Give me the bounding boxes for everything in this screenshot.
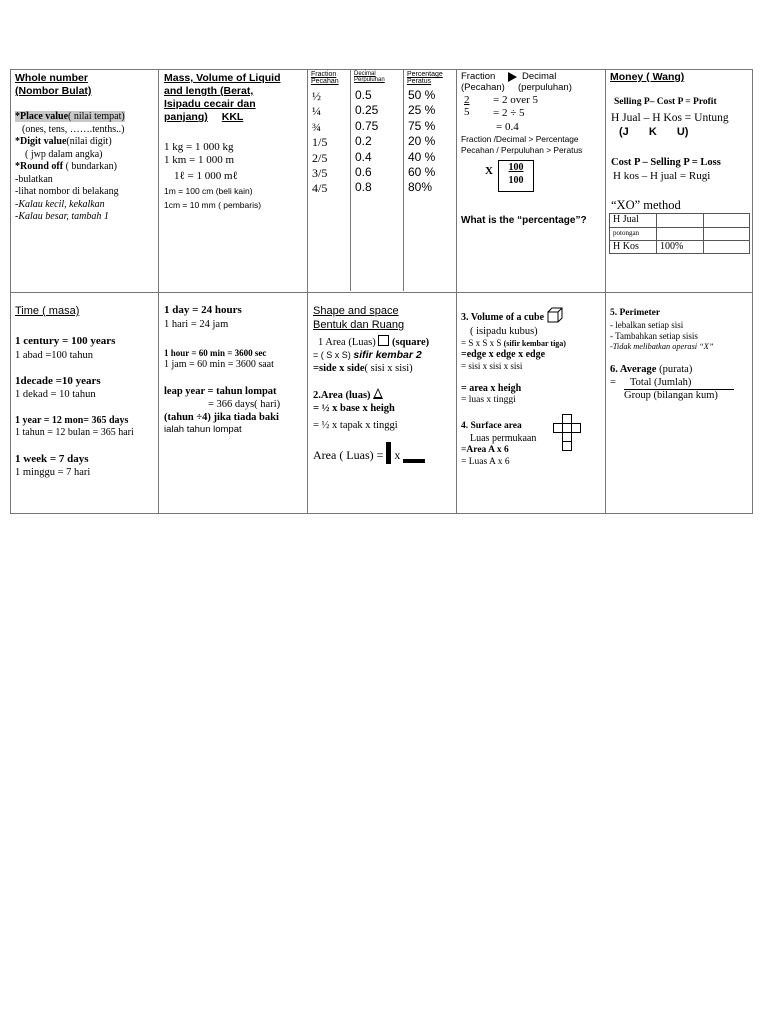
table-cell: H Kos <box>610 240 657 254</box>
luas-tinggi-line: = luas x tinggi <box>461 395 516 406</box>
leap-line: (tahun ÷4) jika tiada baki <box>164 411 279 423</box>
shape-cell <box>313 296 455 512</box>
cell-title: Money ( Wang) <box>610 71 685 83</box>
note-line: -lihat nombor di belakang <box>15 186 119 198</box>
whole-number-cell <box>15 72 157 290</box>
fraction-denominator: 5 <box>464 106 470 118</box>
order-line: Fraction /Decimal > Percentage <box>461 134 579 144</box>
triangle-icon <box>373 388 383 399</box>
arrow-right-icon <box>508 72 517 82</box>
cube-icon <box>547 307 563 323</box>
day-cell <box>164 296 306 512</box>
place-value: *Place value( nilai tempat) <box>15 111 125 123</box>
side-line: =side x side( sisi x sisi) <box>313 362 413 374</box>
decimal-column <box>355 88 378 196</box>
area-triangle-line: 2.Area (luas) <box>313 388 455 402</box>
area-heigh-line: = area x heigh <box>461 382 522 394</box>
hundred-top: 100 <box>508 162 524 173</box>
time-cell <box>15 296 157 512</box>
fraction-table-cell <box>309 71 455 291</box>
perimeter-line: - lebalkan setiap sisi <box>610 319 684 330</box>
order-line: Pecahan / Perpuluhan > Peratus <box>461 145 583 155</box>
xo-table <box>609 213 750 254</box>
cell-title: Bentuk dan Ruang <box>313 318 405 331</box>
edge-line: =edge x edge x edge <box>461 348 546 360</box>
hundred-bottom: 100 <box>508 175 524 186</box>
fraction-value: 3/5 <box>312 166 328 181</box>
leap-line: = 366 days( hari) <box>208 398 281 410</box>
table-cell <box>657 214 704 228</box>
decimal-value: 0.25 <box>355 103 379 118</box>
perimeter-line: -Tidak melibatkan operasi “X” <box>610 342 714 352</box>
area-formula: Area ( Luas) = x <box>313 442 455 464</box>
percent-value: 25 % <box>408 103 436 118</box>
average-formula <box>610 376 753 402</box>
decimal-value: 0.2 <box>355 134 372 149</box>
profit-malay: H Jual – H Kos = Untung <box>611 112 729 124</box>
note-line: -Kalau besar, tambah 1 <box>15 211 109 223</box>
leap-line: ialah tahun lompat <box>164 424 242 435</box>
decimal-value: 0.75 <box>355 118 379 133</box>
decimal-value: 0.6 <box>355 165 372 180</box>
decimal-value: 0.5 <box>355 88 372 102</box>
cell-title: Mass, Volume of Liquid <box>164 72 281 84</box>
hundred-box <box>498 160 534 192</box>
equals-sign: = <box>610 376 616 388</box>
table-row <box>610 214 750 228</box>
cube-net-icon <box>553 414 581 452</box>
tahun-line: 1 tahun = 12 bulan = 365 hari <box>15 427 134 438</box>
fraction-value: 1/5 <box>312 135 328 150</box>
column-header: Fraction Pecahan <box>311 71 339 86</box>
area-square-line: 1 Area (Luas) (square) <box>318 336 430 348</box>
digit-value-note: ( jwp dalam angka) <box>25 148 103 160</box>
perimeter-line: - Tambahkan setiap sisis <box>610 331 698 342</box>
table-row <box>610 227 750 240</box>
percent-value: 40 % <box>408 149 436 164</box>
fraction-numerator: 2 <box>464 94 470 106</box>
percent-value: 75 % <box>408 118 436 133</box>
jam-line: 1 jam = 60 min = 3600 saat <box>164 359 274 371</box>
percent-value: 50 % <box>408 88 436 102</box>
cell-subtitle: (Nombor Bulat) <box>15 85 92 98</box>
table-cell <box>704 214 750 228</box>
table-row <box>610 240 750 254</box>
column-header: Percentage Peratus <box>407 71 443 86</box>
hour-line: 1 hour = 60 min = 3600 sec <box>164 347 267 358</box>
table-cell <box>657 227 704 240</box>
table-cell: 100% <box>657 240 704 254</box>
loss-formula: Cost P – Selling P = Loss <box>611 157 721 168</box>
column-header: Decimal Perpuluhan <box>354 71 385 84</box>
day-line: 1 day = 24 hours <box>164 304 242 316</box>
minggu-line: 1 minggu = 7 hari <box>15 467 91 479</box>
note-line: -bulatkan <box>15 173 53 185</box>
half-base-line: = ½ x base x heigh <box>313 403 395 414</box>
m-line: 1m = 100 cm (beli kain) <box>164 185 253 196</box>
sss-line: = S x S x S (sifir kembar tiga) <box>461 337 566 348</box>
cm-line: 1cm = 10 mm ( pembaris) <box>164 200 262 211</box>
century-line: 1 century = 100 years <box>15 334 116 347</box>
week-line: 1 week = 7 days <box>15 452 89 465</box>
sxs-line: = ( S x S) sifir kembar 2 <box>313 348 422 361</box>
equation-line: = 2 ÷ 5 <box>493 107 525 119</box>
volume-cell <box>461 296 604 512</box>
fraction-conversion-cell <box>458 70 604 291</box>
leap-line: leap year = tahun lompat <box>164 385 277 397</box>
cell-title: Whole number <box>15 72 88 84</box>
pecahan-label: (Pecahan) <box>461 82 505 93</box>
fraction-label: Fraction <box>461 71 496 82</box>
decimal-label: Decimal <box>522 71 557 82</box>
profit-formula: Selling P– Cost P = Profit <box>614 97 717 107</box>
xo-method-label: “XO” method <box>611 198 681 212</box>
base-bar-icon <box>403 459 425 463</box>
table-cell: potongan <box>610 227 657 240</box>
dekad-line: 1 dekad = 10 tahun <box>15 389 96 401</box>
fraction-value: ½ <box>312 89 321 103</box>
year-line: 1 year = 12 mon= 365 days <box>15 414 129 426</box>
perimeter-cell <box>610 296 753 512</box>
percent-value: 80% <box>408 180 433 195</box>
jku-label: (J K U) <box>619 126 689 138</box>
decimal-value: 0.8 <box>355 180 372 195</box>
area-a6-line: =Area A x 6 <box>461 445 509 456</box>
percent-value: 60 % <box>408 165 436 180</box>
round-off: *Round off ( bundarkan) <box>15 161 117 173</box>
volume-title: 3. Volume of a cube <box>461 307 604 325</box>
luas-a6-line: = Luas A x 6 <box>461 457 510 468</box>
kg-line: 1 kg = 1 000 kg <box>164 140 234 153</box>
isipadu-line: ( isipadu kubus) <box>470 325 538 337</box>
perpuluhan-label: (perpuluhan) <box>518 82 572 93</box>
fraction-value: 2/5 <box>312 150 328 165</box>
luas-permukaan-line: Luas permukaan <box>470 432 537 444</box>
equation-line: = 0.4 <box>496 121 519 133</box>
fraction-value: 4/5 <box>312 181 328 196</box>
cell-title: Isipadu cecair dan <box>164 98 256 111</box>
cell-title: Shape and space <box>313 305 399 317</box>
equation-line: = 2 over 5 <box>493 94 538 106</box>
average-numerator: Total (Jumlah) <box>624 376 734 390</box>
place-value-examples: (ones, tens, …….tenths..) <box>22 123 125 135</box>
half-tapak-line: = ½ x tapak x tinggi <box>313 420 398 432</box>
multiply-sign: X <box>485 165 493 177</box>
hari-line: 1 hari = 24 jam <box>164 318 229 330</box>
abad-line: 1 abad =100 tahun <box>15 349 93 361</box>
divider <box>11 292 752 293</box>
litre-line: 1ℓ = 1 000 mℓ <box>174 170 238 182</box>
note-line: -Kalau kecil, kekalkan <box>15 198 105 210</box>
decimal-value: 0.4 <box>355 149 372 164</box>
decade-line: 1decade =10 years <box>15 374 101 387</box>
perimeter-title: 5. Perimeter <box>610 308 661 318</box>
average-title: 6. Average (purata) <box>610 363 693 375</box>
cell-title: panjang) KKL <box>164 111 244 124</box>
surface-area-line: 4. Surface area <box>461 421 522 431</box>
money-cell <box>608 70 754 291</box>
height-bar-icon <box>386 442 391 464</box>
average-denominator: Group (bilangan kum) <box>624 389 718 401</box>
summary-sheet <box>10 69 753 514</box>
km-line: 1 km = 1 000 m <box>164 154 235 167</box>
digit-value: *Digit value(nilai digit) <box>15 136 112 148</box>
percent-value: 20 % <box>408 134 436 149</box>
square-icon <box>378 335 389 346</box>
percentage-question: What is the “percentage”? <box>461 215 587 226</box>
cell-title: Time ( masa) <box>15 305 80 317</box>
fraction-value: ¾ <box>312 119 321 134</box>
table-cell <box>704 227 750 240</box>
mass-cell <box>164 72 306 290</box>
percent-column <box>408 88 435 196</box>
fraction-column <box>312 89 327 197</box>
sisi-line: = sisi x sisi x sisi <box>461 361 523 372</box>
fraction-value: ¼ <box>312 104 321 119</box>
loss-malay: H kos – H jual = Rugi <box>613 170 711 182</box>
table-cell <box>704 240 750 254</box>
cell-title: and length (Berat, <box>164 85 254 98</box>
table-cell: H Jual <box>610 214 657 228</box>
